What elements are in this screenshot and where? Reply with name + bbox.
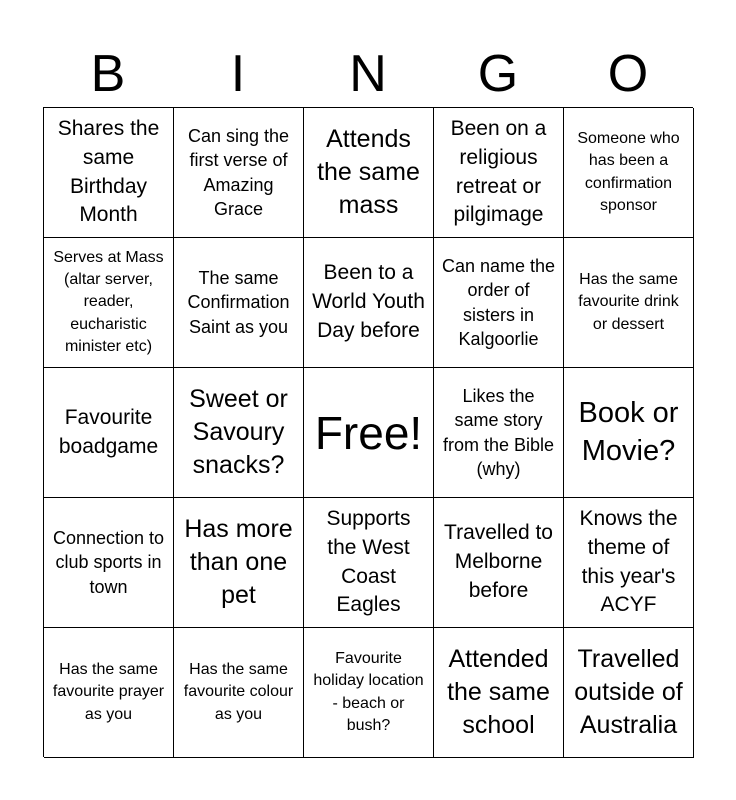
header-letter-n: N <box>349 45 387 103</box>
header-letter-o: O <box>607 45 649 103</box>
bingo-cell[interactable]: Likes the same story from the Bible (why) <box>434 368 564 498</box>
bingo-grid <box>43 107 693 757</box>
bingo-cell[interactable]: Serves at Mass (altar server, reader, eucharistic minister etc) <box>44 238 174 368</box>
header-letter-i: I <box>230 45 246 103</box>
bingo-cell[interactable]: Has the same favourite colour as you <box>174 628 304 758</box>
bingo-cell[interactable]: Attends the same mass <box>304 108 434 238</box>
bingo-cell[interactable]: Favourite boadgame <box>44 368 174 498</box>
bingo-cell[interactable]: Has the same favourite drink or dessert <box>564 238 694 368</box>
bingo-cell[interactable]: Can name the order of sisters in Kalgoorlie <box>434 238 564 368</box>
bingo-cell[interactable]: Sweet or Savoury snacks? <box>174 368 304 498</box>
bingo-cell[interactable]: Shares the same Birthday Month <box>44 108 174 238</box>
bingo-cell[interactable]: Favourite holiday location - beach or bush? <box>304 628 434 758</box>
bingo-cell[interactable]: Can sing the first verse of Amazing Grace <box>174 108 304 238</box>
bingo-cell[interactable]: Has more than one pet <box>174 498 304 628</box>
bingo-header <box>43 40 693 108</box>
bingo-cell[interactable]: Has the same favourite prayer as you <box>44 628 174 758</box>
free-space-cell[interactable]: Free! <box>304 368 434 498</box>
bingo-cell[interactable]: Travelled to Melborne before <box>434 498 564 628</box>
bingo-cell[interactable]: Someone who has been a confirmation sponsor <box>564 108 694 238</box>
bingo-cell[interactable]: Knows the theme of this year's ACYF <box>564 498 694 628</box>
header-letter-b: B <box>90 45 126 103</box>
bingo-cell[interactable]: Travelled outside of Australia <box>564 628 694 758</box>
bingo-cell[interactable]: Been to a World Youth Day before <box>304 238 434 368</box>
bingo-cell[interactable]: Supports the West Coast Eagles <box>304 498 434 628</box>
bingo-cell[interactable]: The same Confirmation Saint as you <box>174 238 304 368</box>
header-letter-g: G <box>477 45 519 103</box>
bingo-cell[interactable]: Been on a religious retreat or pilgimage <box>434 108 564 238</box>
bingo-cell[interactable]: Attended the same school <box>434 628 564 758</box>
bingo-cell[interactable]: Connection to club sports in town <box>44 498 174 628</box>
bingo-cell[interactable]: Book or Movie? <box>564 368 694 498</box>
